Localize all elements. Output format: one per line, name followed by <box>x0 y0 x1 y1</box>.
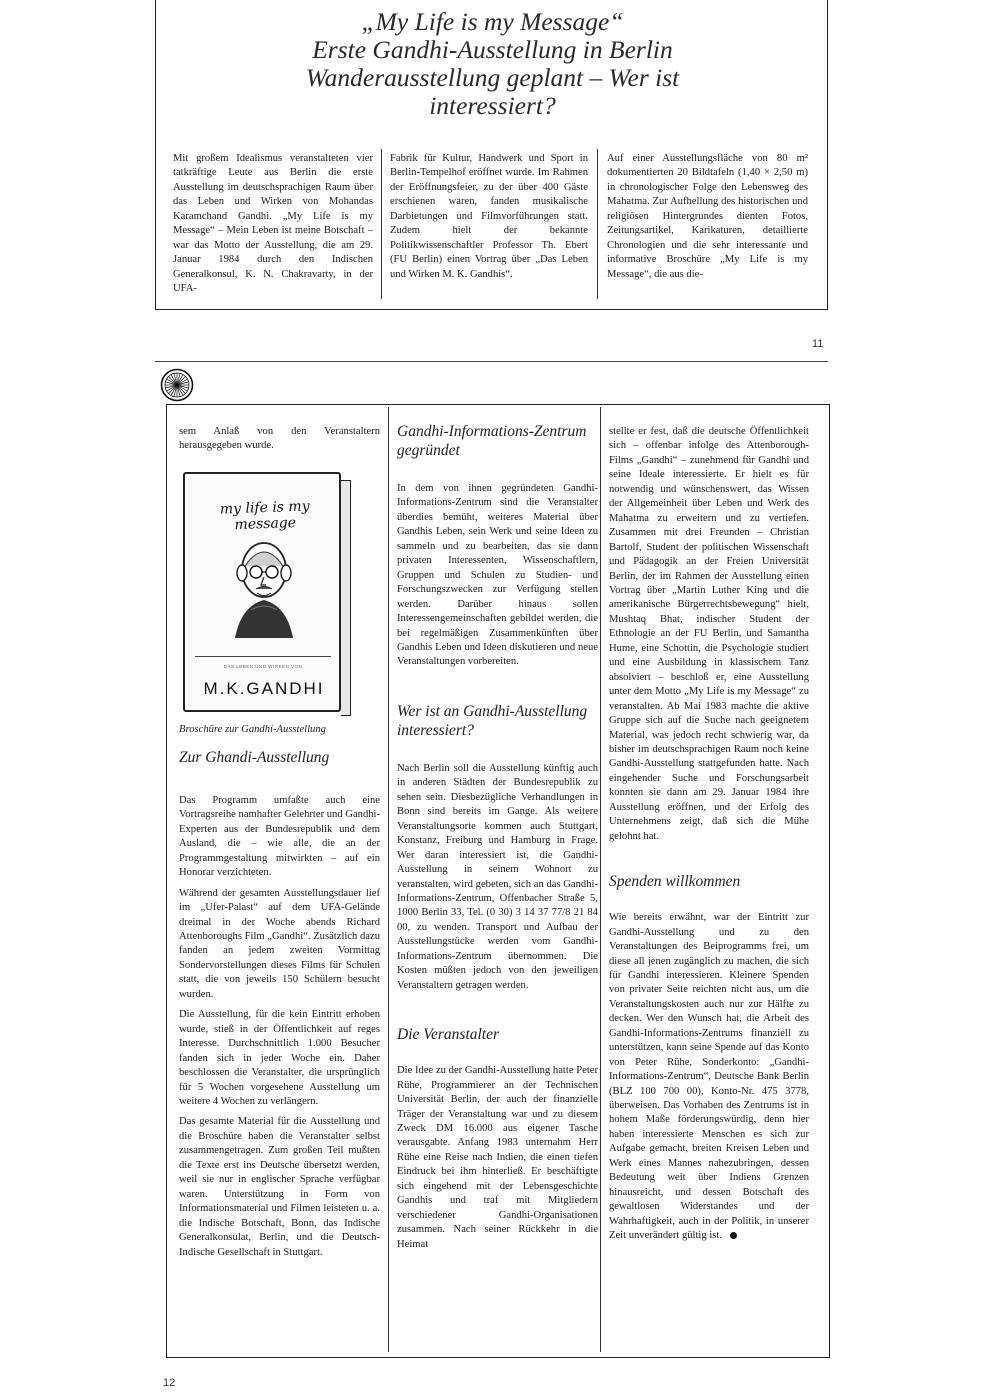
book-subtitle: DAS LEBEN UND WIRKEN VON <box>223 663 303 669</box>
top-column-3: Auf einer Ausstellungsfläche von 80 m² dokumentierten 20 Bildtafeln (1,40 × 2,50 m) in chronologischer Folge den Lebensweg des Mahatma. Zur Aufhellung des historischen und religiösen Hintergrundes dienten Fotos, Zeitungsartikel, Karikaturen, detaillierte Chronologien und die sehr interessante und informative Broschüre „My Life is my Message“, die aus die- <box>607 153 808 280</box>
book-spine <box>341 480 351 716</box>
column-divider <box>600 407 601 1352</box>
book-author: M.K.GANDHI <box>203 678 325 698</box>
top-article <box>155 0 828 310</box>
image-caption: Broschüre zur Gandhi-Ausstellung <box>179 723 326 735</box>
headline-line-3: Wanderausstellung geplant – Wer ist <box>305 63 680 92</box>
page-number-right: 11 <box>812 338 824 350</box>
section-heading-spenden: Spenden willkommen <box>609 873 741 891</box>
bottom-column-3 <box>609 425 809 1250</box>
headline-line-4: interessiert? <box>429 91 556 120</box>
page-header-rule <box>155 361 828 362</box>
end-mark-icon <box>730 1232 737 1239</box>
paragraph: Das gesamte Material für die Ausstellung und die Broschüre haben die Veranstalter selbst zusammengetragen. Zum großen Teil mußten die Texte erst ins Deutsche übersetzt werden, weil sie nur in englischer Sprache verfügbar waren. Unterstützung in Form von Informationsmaterial und Filmen leisteten u. a. die Indische Botschaft, Bonn, das Indische Generalkonsulat, Berlin, und die Deutsch-Indische Gesellschaft in Stuttgart. <box>179 1116 380 1258</box>
headline-line-1: „My Life is my Message“ <box>361 7 624 36</box>
paragraph: stellte er fest, daß die deutsche Öffentlichkeit sich – offenbar infolge des Attenborough-Films „Gandhi“ – zunehmend für Gandhi und seine Ideale interessierte. Er hielt es für notwendig und wünschenswert, das Wissen der Allgemeinheit über Leben und Werk des Mahatma zu erweitern und zu vertiefen. Zusammen mit drei Freunden – Christian Bartolf, Student der politischen Wissenschaft und Pädagogik an der Freien Universität Berlin, der im Rahmen der Ausstellung einen Vortrag über „Martin Luther King und die amerikanische Bürgerrechtsbewegung“ hielt, Mushtaq Bhat, indischer Student der Ethnologie an der FU Berlin, und Samantha Hume, eine Schottin, die Psychologie studiert und eine Ausbildung in klassischem Tanz absolviert – beschloß er, eine Ausstellung unter dem Motto „My Life is my Message“ zu veranstalten. Ab Mai 1983 machte die aktive Gruppe sich auf die Suche nach geeignetem Material, was jedoch recht schwierig war, da bisher im deutschsprachigen Raum noch keine Gandhi-Ausstellung stattgefunden hatte. Nach eingehender Suche und Forschungsarbeit konnten sie dann am 29. Januar 1984 ihre Ausstellung eröffnen, und der Erfolg des Unternehmens zeigt, daß sich die Mühe gelohnt hat. <box>609 426 809 842</box>
section-heading-wer-ist-interessiert: Wer ist an Gandhi-Ausstellung interessiert? <box>397 702 588 739</box>
column-divider <box>597 149 598 299</box>
section-heading-zur-ausstellung: Zur Ghandi-Ausstellung <box>179 748 330 766</box>
book-title: my life is my message <box>219 498 310 533</box>
page-number-left: 12 <box>163 1377 176 1389</box>
paragraph: Nach Berlin soll die Ausstellung künftig auch in anderen Städten der Bundesrepublik zu sehen sein. Diesbezügliche Verhandlungen in Bonn sind bereits im Gange. Als weitere Veranstaltungsorte kommen auch Stuttgart, Konstanz, Freiburg und Hamburg in Frage. Wer daran interessiert ist, die Gandhi-Ausstellung in seinem Wohnort zu veranstalten, wird gebeten, sich an das Gandhi-Informations-Zentrum, Offenbacher Straße 5, 1000 Berlin 33, Tel. (0 30) 3 14 37 77/8 21 84 00, zu wenden. Transport und Aufbau der Ausstellungstücke werden vom Gandhi-Informations-Zentrum übernommen. Die Kosten müßten jedoch von den jeweiligen Veranstaltern getragen werden. <box>397 762 598 991</box>
section-heading-informations-zentrum: Gandhi-Informations-Zentrum gegründet <box>397 423 587 459</box>
chakra-wheel-icon <box>160 368 194 402</box>
book-divider <box>195 656 331 657</box>
bottom-column-2 <box>397 425 598 1258</box>
book-cover <box>183 472 341 712</box>
paragraph: Wie bereits erwähnt, war der Eintritt zur Gandhi-Ausstellung und zu den Veranstaltungen des Beiprogramms frei, um diese all jenen zugänglich zu machen, die sich für Gandhi interessieren. Kleinere Spenden von privater Seite reichten nicht aus, um die Veranstaltungskosten auch nur zur Hälfte zu decken. Wer den Wunsch hat, die Arbeit des Gandhi-Informations-Zentrums finanziell zu unterstützen, kann seine Spende auf das Konto von Peter Rühe, Sonderkonto: „Gandhi-Informations-Zentrum“, Deutsche Bank Berlin (BLZ 100 700 00), Konto-Nr. 475 3778, überweisen. Das Vorhaben des Zentrums ist in hohem Maße förderungswürdig, denn hier haben interessierte Menschen es sich zur Aufgabe gemacht, breiten Kreisen Leben und Werk eines Mannes nahezubringen, dessen Bedeutung weit über Indiens Grenzen hinausreicht, und dessen Botschaft des gewaltlosen Widerstandes und der Wahrhaftigkeit, auch in der Politik, in unserer Zeit unverändert gültig ist. <box>609 912 809 1242</box>
paragraph: Das Programm umfaßte auch eine Vortragsreihe namhafter Gelehrter und Gandhi-Experten aus der Bundesrepublik und dem Ausland, die – wie alle, die an der Programmgestaltung mitwirkten – auf ein Honorar verzichteten. <box>179 794 381 879</box>
bottom-article <box>166 404 830 1358</box>
paragraph: Die Ausstellung, für die kein Eintritt erhoben wurde, stieß in der Öffentlichkeit auf reges Interesse. Durchschnittlich 1.000 Besucher fanden sich in jeder Woche ein. Daher beschlossen die Veranstalter, die ursprünglich für 5 Wochen vorgesehene Ausstellung um weitere 4 Wochen zu verlängern. <box>179 1009 380 1107</box>
column-divider <box>381 149 382 299</box>
bottom-column-1 <box>179 425 380 1266</box>
headline-line-2: Erste Gandhi-Ausstellung in Berlin <box>312 35 673 64</box>
headline <box>156 8 829 120</box>
paragraph: Die Idee zu der Gandhi-Ausstellung hatte Peter Rühe, Programmierer an der Technischen Universität Berlin, der auch der finanzielle Träger der Veranstaltung war und zu diesem Zweck DM 16.000 aus eigener Tasche verausgabte. Anfang 1983 unternahm Herr Rühe eine Reise nach Indien, die einen tiefen Eindruck bei ihm hinterließ. Er beschäftigte sich eingehend mit der Lebensgeschichte Gandhis und traf mit Mitgliedern verschiedener Gandhi-Organisationen zusammen. Nach seiner Rückkehr in die Heimat <box>397 1065 598 1250</box>
column-divider <box>388 407 389 1352</box>
section-heading-veranstalter: Die Veranstalter <box>397 1026 500 1044</box>
gandhi-portrait <box>225 528 303 638</box>
paragraph: Während der gesamten Ausstellungsdauer lief im „Ufer-Palast“ auf dem UFA-Gelände dreimal in der Woche abends Richard Attenboroughs Film „Gandhi“. Zusätzlich dazu fanden an jedem zweiten Vormittag Sondervorstellungen dieses Films für Schulen statt, die von jeweils 150 Schülern besucht wurden. <box>179 887 380 1000</box>
intro-text: sem Anlaß von den Veranstaltern herausgegeben wurde. <box>179 426 380 452</box>
top-column-2: Fabrik für Kultur, Handwerk und Sport in Berlin-Tempelhof eröffnet wurde. Im Rahmen der Eröffnungsfeier, zu der über 400 Gäste erschienen waren, fanden musikalische Darbietungen und Filmvorführungen statt. Zudem hielt der bekannte Politikwissenschaftler Professor Th. Ebert (FU Berlin) einen Vortrag über „Das Leben und Wirken M. K. Gandhis“. <box>390 153 588 280</box>
top-column-1: Mit großem Idealismus veranstalteten vier tatkräftige Leute aus Berlin die erste Ausstellung im deutschsprachigen Raum über das Leben und Wirken von Mohandas Karamchand Gandhi. „My Life is my Message“ – Mein Leben ist meine Botschaft – war das Motto der Ausstellung, die am 29. Januar 1984 durch den Indischen Generalkonsul, K. N. Chakravarty, in der UFA- <box>173 153 373 295</box>
brochure-image <box>183 472 351 717</box>
paragraph: In dem von ihnen gegründeten Gandhi-Informations-Zentrum sind die Veranstalter überdies bemüht, weiteres Material über Gandhis Leben, sein Werk und seine Ideen zu sammeln und zu bearbeiten, das sie dann privaten Interessenten, Wissenschaftlern, Gruppen und Schulen zu Studien- und Forschungszwecken zur Verfügung stellen werden. Darüber hinaus sollen Interessengemeinschaften gebildet werden, die bei regelmäßigen Zusammenkünften über Gandhis Leben und Ideen diskutieren und neue Veranstaltungen vorbereiten. <box>397 483 598 668</box>
